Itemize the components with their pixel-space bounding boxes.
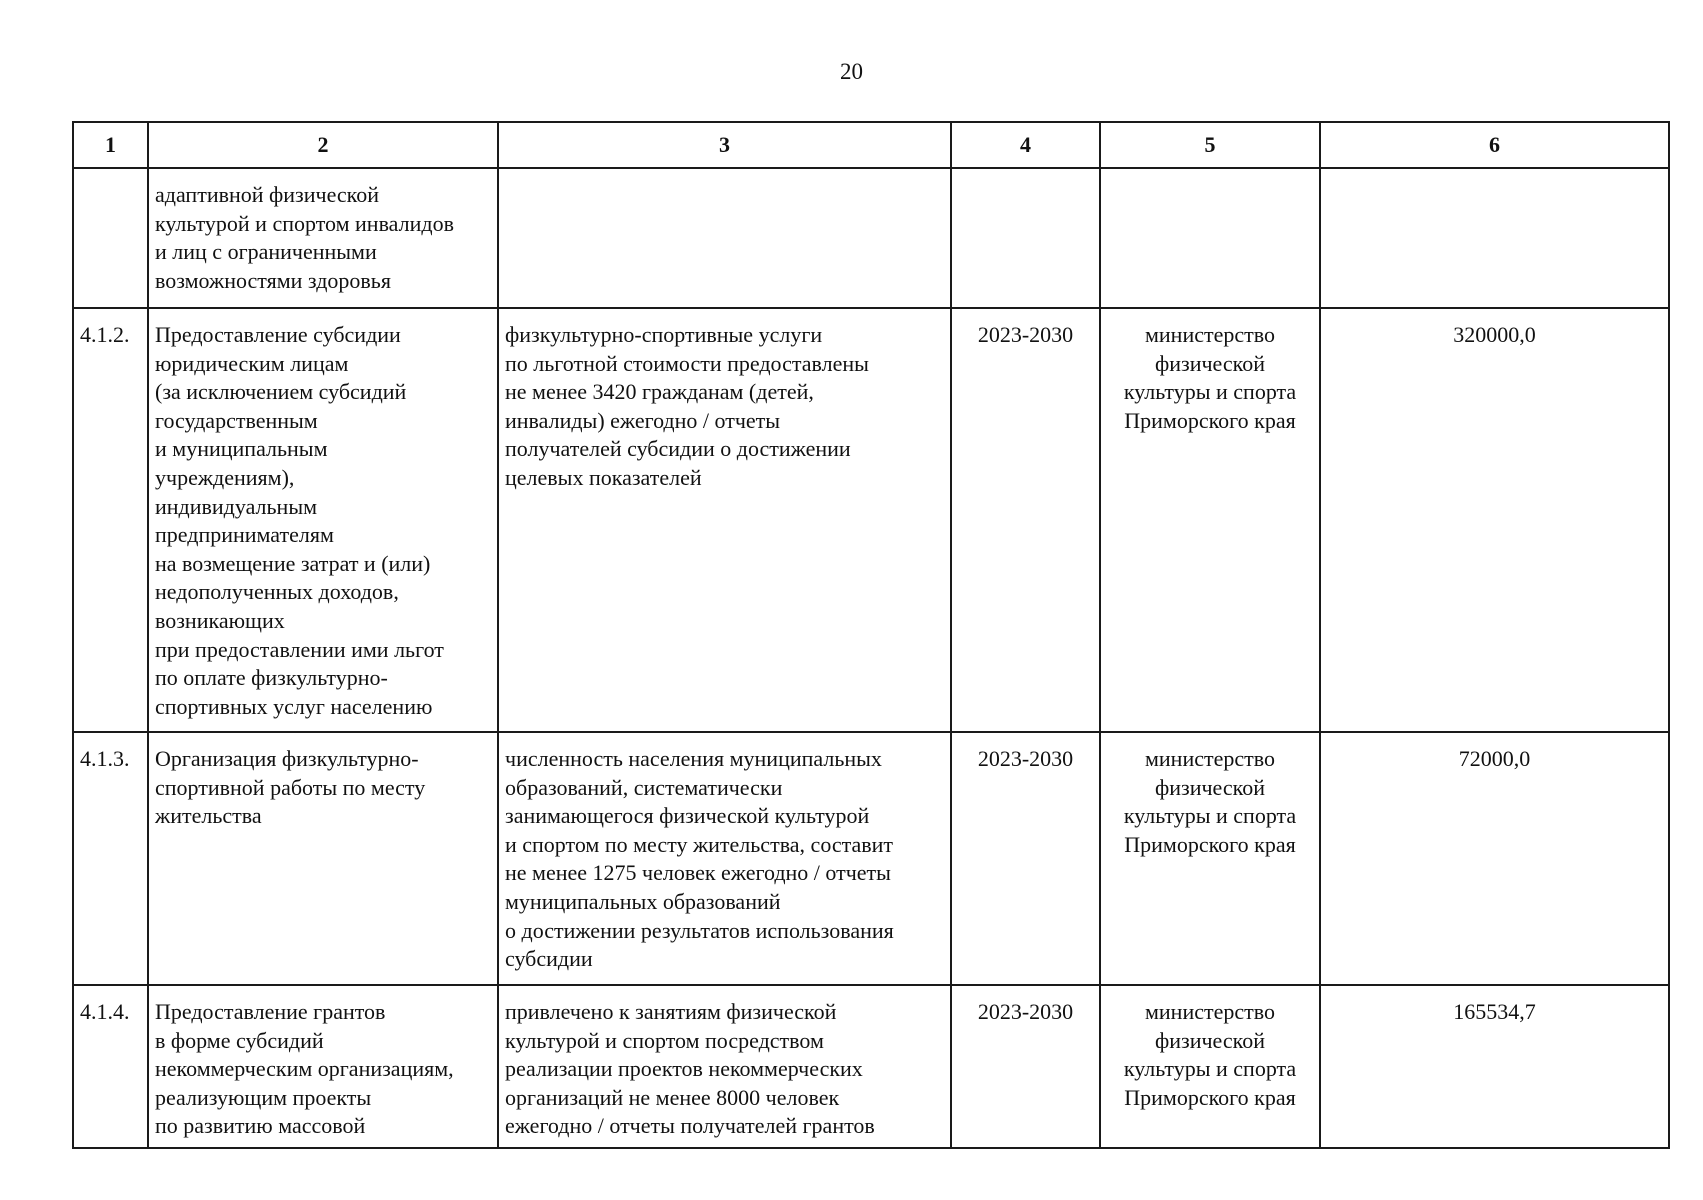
cell-measure-name: Организация физкультурно- спортивной работы по месту жительства (148, 732, 498, 985)
cell-executor (1100, 168, 1320, 308)
cell-amount (1320, 168, 1669, 308)
program-measures-table (72, 121, 1670, 1149)
cell-measure-name: Предоставление субсидии юридическим лицам (за исключением субсидий государственным и муниципальным учреждениям), индивидуальным предпринимателям на возмещение затрат и (или) недополученных доходов, возникающих при предоставлении ими льгот по оплате физкультурно- спортивных услуг населению (148, 308, 498, 732)
table-row (73, 732, 1669, 985)
column-header-3: 3 (498, 122, 951, 168)
cell-result: численность населения муниципальных образований, систематически занимающегося физической культурой и спортом по месту жительства, составит не менее 1275 человек ежегодно / отчеты муниципальных образований о достижении результатов использования субсидии (498, 732, 951, 985)
column-header-4: 4 (951, 122, 1100, 168)
cell-amount: 320000,0 (1320, 308, 1669, 732)
cell-number: 4.1.3. (73, 732, 148, 985)
cell-measure-name: Предоставление грантов в форме субсидий некоммерческим организациям, реализующим проекты по развитию массовой (148, 985, 498, 1148)
table-row (73, 985, 1669, 1148)
cell-result: привлечено к занятиям физической культурой и спортом посредством реализации проектов некоммерческих организаций не менее 8000 человек ежегодно / отчеты получателей грантов (498, 985, 951, 1148)
cell-executor: министерство физической культуры и спорта Приморского края (1100, 308, 1320, 732)
cell-measure-name: адаптивной физической культурой и спортом инвалидов и лиц с ограниченными возможностями здоровья (148, 168, 498, 308)
column-header-1: 1 (73, 122, 148, 168)
column-header-2: 2 (148, 122, 498, 168)
cell-number (73, 168, 148, 308)
table-row (73, 308, 1669, 732)
cell-result (498, 168, 951, 308)
cell-number: 4.1.2. (73, 308, 148, 732)
cell-result: физкультурно-спортивные услуги по льготной стоимости предоставлены не менее 3420 гражданам (детей, инвалиды) ежегодно / отчеты получателей субсидии о достижении целевых показателей (498, 308, 951, 732)
column-header-5: 5 (1100, 122, 1320, 168)
page-number: 20 (840, 59, 863, 84)
cell-period: 2023-2030 (951, 985, 1100, 1148)
cell-period: 2023-2030 (951, 308, 1100, 732)
table-row (73, 168, 1669, 308)
cell-number: 4.1.4. (73, 985, 148, 1148)
cell-executor: министерство физической культуры и спорта Приморского края (1100, 985, 1320, 1148)
column-header-6: 6 (1320, 122, 1669, 168)
table-body (73, 168, 1669, 1148)
cell-period (951, 168, 1100, 308)
table-header (73, 122, 1669, 168)
cell-amount: 165534,7 (1320, 985, 1669, 1148)
cell-amount: 72000,0 (1320, 732, 1669, 985)
cell-period: 2023-2030 (951, 732, 1100, 985)
cell-executor: министерство физической культуры и спорта Приморского края (1100, 732, 1320, 985)
header-row (73, 122, 1669, 168)
